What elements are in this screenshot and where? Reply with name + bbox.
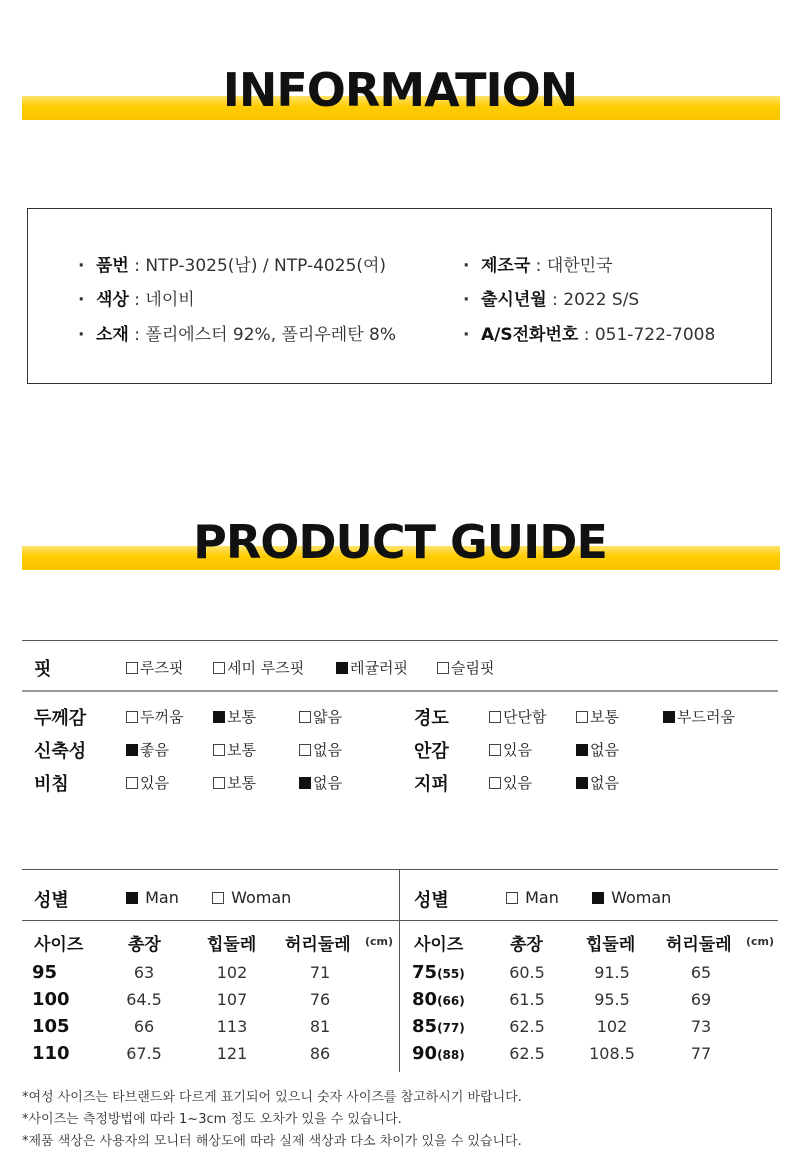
gender-label-woman-table: 성별 [414, 890, 449, 911]
man-hip-cell: 107 [216, 990, 248, 1009]
fit-label: 핏 [34, 659, 52, 680]
thickness-option-thick: 두꺼움 [126, 706, 183, 727]
stretch-option-good: 좋음 [126, 739, 169, 760]
guide-top-divider [22, 640, 778, 641]
thickness-option-thin: 얇음 [299, 706, 342, 727]
man-waist-cell: 71 [309, 963, 331, 982]
header-hip-woman: 힙둘레 [586, 935, 636, 955]
man-length-cell: 67.5 [126, 1044, 162, 1063]
man-waist-cell: 86 [309, 1044, 331, 1063]
hardness-option-soft: 부드러움 [663, 706, 735, 727]
checkbox-icon [576, 711, 588, 723]
checkbox-icon [213, 744, 225, 756]
checkbox-icon [299, 744, 311, 756]
checkbox-icon [126, 711, 138, 723]
information-title: INFORMATION [222, 63, 578, 117]
fit-option-semi-loose: 세미 루즈핏 [213, 657, 304, 678]
man-length-cell: 64.5 [126, 990, 162, 1009]
gender-label-man-table: 성별 [34, 890, 69, 911]
checkbox-icon [126, 777, 138, 789]
sheer-option-none: 없음 [299, 772, 342, 793]
hardness-option-normal: 보통 [576, 706, 619, 727]
checkbox-icon [212, 892, 224, 904]
woman-waist-cell: 69 [690, 990, 712, 1009]
zipper-option-yes: 있음 [489, 772, 532, 793]
checkbox-icon [299, 711, 311, 723]
checkbox-checked-icon [126, 744, 138, 756]
fit-option-slim: 슬림핏 [437, 657, 494, 678]
gender-option-man-checked: Man [126, 888, 179, 907]
man-size-100: 100 [32, 989, 70, 1010]
sheer-option-normal: 보통 [213, 772, 256, 793]
fit-option-regular: 레귤러핏 [336, 657, 408, 678]
stretch-option-none: 없음 [299, 739, 342, 760]
woman-length-cell: 60.5 [509, 963, 545, 982]
lining-option-no: 없음 [576, 739, 619, 760]
sheer-option-yes: 있음 [126, 772, 169, 793]
woman-length-cell: 61.5 [509, 990, 545, 1009]
note-women-size: *여성 사이즈는 타브랜드와 다르게 표기되어 있으니 숫자 사이즈를 참고하시기 바랍니다. [22, 1090, 522, 1105]
checkbox-icon [506, 892, 518, 904]
checkbox-checked-icon [213, 711, 225, 723]
gender-option-woman: Woman [212, 888, 291, 907]
checkbox-checked-icon [299, 777, 311, 789]
sheer-label: 비침 [34, 774, 69, 795]
stretch-label: 신축성 [34, 741, 87, 762]
checkbox-icon [489, 711, 501, 723]
woman-hip-cell: 95.5 [594, 990, 630, 1009]
checkbox-checked-icon [663, 711, 675, 723]
info-item-as-phone: · A/S전화번호 : 051-722-7008 [463, 325, 716, 345]
gender-option-woman-checked: Woman [592, 888, 671, 907]
woman-size-75: 75(55) [412, 962, 465, 983]
stretch-option-normal: 보통 [213, 739, 256, 760]
header-length-woman: 총장 [510, 935, 543, 955]
checkbox-checked-icon [576, 744, 588, 756]
checkbox-icon [489, 744, 501, 756]
man-waist-cell: 81 [309, 1017, 331, 1036]
info-item-release: · 출시년월 : 2022 S/S [463, 290, 640, 310]
information-heading [0, 60, 800, 130]
size-table-header-divider [22, 920, 778, 921]
information-box [27, 208, 772, 384]
hardness-label: 경도 [414, 708, 449, 729]
man-length-cell: 63 [133, 963, 155, 982]
man-waist-cell: 76 [309, 990, 331, 1009]
guide-fit-divider [22, 690, 778, 692]
man-hip-cell: 121 [216, 1044, 248, 1063]
checkbox-icon [126, 662, 138, 674]
note-color-difference: *제품 색상은 사용자의 모니터 해상도에 따라 실제 색상과 다소 차이가 있을 수 있습니다. [22, 1134, 522, 1149]
woman-size-80: 80(66) [412, 989, 465, 1010]
note-measurement-error: *사이즈는 측정방법에 따라 1~3cm 정도 오차가 있을 수 있습니다. [22, 1112, 402, 1127]
info-item-color: · 색상 : 네이비 [78, 290, 195, 310]
size-table-center-divider [399, 870, 400, 1072]
info-item-country: · 제조국 : 대한민국 [463, 256, 613, 276]
fit-option-loose: 루즈핏 [126, 657, 183, 678]
checkbox-icon [489, 777, 501, 789]
woman-waist-cell: 73 [690, 1017, 712, 1036]
woman-hip-cell: 91.5 [594, 963, 630, 982]
gender-option-man: Man [506, 888, 559, 907]
zipper-option-no: 없음 [576, 772, 619, 793]
header-waist-woman: 허리둘레 [666, 935, 732, 955]
size-table-top-divider [22, 869, 778, 870]
man-hip-cell: 102 [216, 963, 248, 982]
woman-waist-cell: 77 [690, 1044, 712, 1063]
zipper-label: 지퍼 [414, 774, 449, 795]
unit-label-man: (cm) [365, 935, 394, 948]
woman-waist-cell: 65 [690, 963, 712, 982]
info-item-material: · 소재 : 폴리에스터 92%, 폴리우레탄 8% [78, 325, 396, 345]
woman-hip-cell: 108.5 [589, 1044, 635, 1063]
checkbox-icon [213, 777, 225, 789]
man-length-cell: 66 [133, 1017, 155, 1036]
man-size-110: 110 [32, 1043, 70, 1064]
lining-option-yes: 있음 [489, 739, 532, 760]
checkbox-icon [437, 662, 449, 674]
thickness-option-normal: 보통 [213, 706, 256, 727]
info-item-product-code: · 품번 : NTP-3025(남) / NTP-4025(여) [78, 256, 387, 276]
product-guide-title: PRODUCT GUIDE [193, 515, 607, 569]
header-length-man: 총장 [128, 935, 161, 955]
man-size-105: 105 [32, 1016, 70, 1037]
header-size-man: 사이즈 [34, 935, 84, 955]
header-waist-man: 허리둘레 [285, 935, 351, 955]
header-size-woman: 사이즈 [414, 935, 464, 955]
thickness-label: 두께감 [34, 708, 87, 729]
woman-size-85: 85(77) [412, 1016, 465, 1037]
header-hip-man: 힙둘레 [207, 935, 257, 955]
checkbox-checked-icon [336, 662, 348, 674]
checkbox-icon [213, 662, 225, 674]
checkbox-checked-icon [576, 777, 588, 789]
woman-length-cell: 62.5 [509, 1017, 545, 1036]
unit-label-woman: (cm) [746, 935, 775, 948]
lining-label: 안감 [414, 741, 449, 762]
checkbox-checked-icon [592, 892, 604, 904]
product-guide-heading [0, 510, 800, 580]
woman-hip-cell: 102 [596, 1017, 628, 1036]
woman-length-cell: 62.5 [509, 1044, 545, 1063]
checkbox-checked-icon [126, 892, 138, 904]
woman-size-90: 90(88) [412, 1043, 465, 1064]
man-size-95: 95 [32, 962, 58, 983]
man-hip-cell: 113 [216, 1017, 248, 1036]
hardness-option-firm: 단단함 [489, 706, 546, 727]
